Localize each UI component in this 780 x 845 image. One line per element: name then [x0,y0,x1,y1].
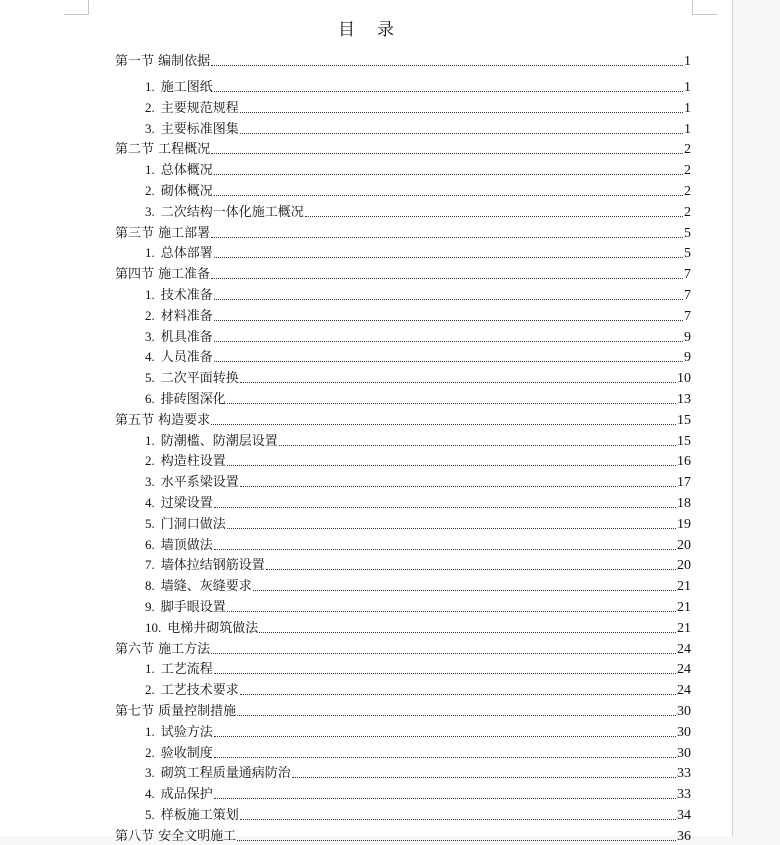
toc-subsection-entry[interactable] [145,450,691,470]
toc-entry-label [145,162,213,179]
toc-entry-label [145,79,213,96]
toc-dot-leader [214,361,683,362]
toc-entry-label [115,704,236,720]
toc-subsection-entry[interactable] [145,180,691,200]
toc-entry-number: 8. [145,578,155,594]
toc-page-number: 36 [677,828,691,844]
toc-entry-number: 9. [145,599,155,614]
toc-dot-leader [211,237,683,238]
toc-page-number: 7 [684,288,691,303]
toc-entry-label [145,786,213,803]
toc-dot-leader [211,65,683,66]
toc-entry-text: 验收制度 [160,745,213,761]
toc-dot-leader [240,382,676,383]
toc-dot-leader [211,424,676,425]
toc-entry-text: 技术准备 [160,288,213,303]
toc-dot-leader [214,798,676,799]
toc-entry-number: 4. [145,495,155,510]
toc-entry-number: 3. [145,765,155,781]
toc-page-number: 30 [677,724,691,740]
toc-entry-text: 砌体概况 [160,184,213,199]
toc-subsection-entry[interactable] [145,430,691,450]
toc-entry-text: 第七节 质量控制措施 [115,704,237,719]
toc-page-number: 18 [677,496,691,511]
toc-page-number: 16 [677,454,691,470]
toc-entry-text: 二次结构一体化施工概况 [160,204,304,220]
toc-entry-label [145,308,213,325]
toc-entry-text: 主要规范规程 [160,100,239,116]
toc-dot-leader [292,777,676,778]
toc-entry-label [145,807,239,824]
toc-entry-text: 墙体拉结钢筋设置 [160,558,265,574]
toc-entry-number: 3. [145,203,155,219]
toc-entry-number: 1. [145,162,155,178]
toc-subsection-entry[interactable] [145,534,691,554]
toc-page-number: 24 [677,683,691,699]
toc-dot-leader [214,195,683,196]
toc-page-number: 30 [677,745,691,761]
toc-dot-leader [240,133,683,134]
toc-entry-number: 2. [145,682,155,698]
toc-page-number: 33 [677,766,691,782]
toc-section-entry[interactable] [115,638,691,658]
toc-page-number: 33 [677,787,691,803]
toc-entry-label [145,183,213,200]
toc-page-number: 30 [677,704,691,719]
toc-page-number: 20 [677,558,691,574]
toc-subsection-entry[interactable] [145,346,691,366]
toc-entry-text: 过梁设置 [160,496,213,511]
toc-entry-label [145,121,239,138]
toc-subsection-entry[interactable] [145,617,691,637]
toc-entry-text: 水平系梁设置 [160,475,239,491]
toc-entry-number: 6. [145,536,155,552]
toc-subsection-entry[interactable] [145,305,691,325]
toc-entry-text: 人员准备 [160,350,213,366]
toc-entry-number: 1. [145,287,155,302]
toc-section-entry[interactable] [115,50,691,70]
toc-entry-number: 3. [145,328,155,344]
toc-entry-label [145,391,226,408]
toc-section-entry[interactable] [115,409,691,429]
toc-entry-number: 5. [145,515,155,531]
toc-entry-label [145,516,226,533]
toc-dot-leader [237,840,676,841]
toc-page-number: 2 [684,163,691,179]
toc-dot-leader [214,507,676,508]
toc-entry-text: 样板施工策划 [160,808,239,823]
toc-subsection-entry[interactable] [145,783,691,803]
toc-subsection-entry[interactable] [145,575,691,595]
toc-subsection-entry[interactable] [145,471,691,491]
toc-dot-leader [259,632,676,633]
toc-entry-text: 成品保护 [160,787,213,803]
toc-dot-leader [214,341,683,342]
toc-dot-leader [211,278,683,279]
toc-entry-label [145,453,226,470]
toc-entry-text: 第一节 编制依据 [115,54,211,69]
toc-entry-text: 第四节 施工准备 [115,267,211,283]
toc-entry-text: 第八节 安全文明施工 [115,828,237,844]
toc-subsection-entry[interactable] [145,658,691,678]
toc-subsection-entry[interactable] [145,97,691,117]
toc-dot-leader [227,611,676,612]
toc-entry-text: 材料准备 [160,308,213,324]
toc-entry-number: 1. [145,432,155,448]
toc-entry-text: 试验方法 [160,724,213,740]
toc-dot-leader [214,299,683,300]
toc-entry-label [145,287,213,304]
toc-entry-number: 4. [145,786,155,802]
toc-dot-leader [214,257,683,258]
toc-entry-label [145,370,239,387]
toc-section-entry[interactable] [115,825,691,845]
toc-subsection-entry[interactable] [145,367,691,387]
toc-subsection-entry[interactable] [145,679,691,699]
toc-dot-leader [214,549,676,550]
toc-page-number: 15 [677,433,691,449]
toc-entry-label [145,682,239,699]
toc-title: 目录 [338,20,416,40]
toc-page-number: 7 [684,308,691,324]
toc-entry-label [115,226,210,242]
margin-corner-mark-top-left [64,0,89,15]
toc-dot-leader [214,91,683,92]
toc-dot-leader [266,569,676,570]
toc-entry-text: 第六节 施工方法 [115,641,211,657]
toc-entry-number: 1. [145,661,155,677]
toc-subsection-entry[interactable] [145,492,691,512]
toc-entry-label [145,349,213,366]
toc-dot-leader [237,715,676,716]
toc-page-number: 15 [677,412,691,428]
toc-entry-number: 10. [145,619,162,635]
toc-entry-label [145,765,291,782]
toc-entry-label [145,620,258,637]
toc-subsection-entry[interactable] [145,326,691,346]
toc-section-entry[interactable] [115,138,691,158]
toc-dot-leader [214,320,683,321]
toc-page-number: 1 [684,54,691,69]
toc-dot-leader [240,112,683,113]
toc-dot-leader [211,153,683,154]
toc-section-entry[interactable] [115,222,691,242]
toc-entry-text: 第二节 工程概况 [115,142,211,158]
toc-page-number: 34 [677,808,691,823]
toc-entry-label [145,495,213,512]
toc-entry-number: 2. [145,744,155,760]
toc-entry-text: 主要标准图集 [160,121,239,137]
toc-entry-number: 3. [145,120,155,136]
toc-page-number: 10 [677,371,691,387]
toc-dot-leader [211,653,676,654]
margin-corner-mark-top-right [692,0,717,15]
toc-page-number: 24 [677,662,691,678]
toc-entry-number: 5. [145,370,155,386]
toc-subsection-entry[interactable] [145,76,691,96]
toc-subsection-entry[interactable] [145,554,691,574]
toc-page-number: 21 [677,579,691,595]
toc-entry-number: 2. [145,183,155,198]
toc-entry-number: 7. [145,557,155,573]
toc-entry-text: 机具准备 [160,329,213,345]
toc-entry-label [115,829,236,845]
toc-entry-label [145,557,265,574]
toc-entry-label [145,204,304,221]
toc-page-number: 2 [684,142,691,158]
toc-entry-label [145,245,213,262]
toc-entry-label [145,661,213,678]
toc-entry-number: 1. [145,723,155,739]
toc-dot-leader [279,445,676,446]
toc-subsection-entry[interactable] [145,762,691,782]
toc-entry-number: 4. [145,349,155,365]
toc-dot-leader [305,216,683,217]
toc-entry-label [145,745,213,762]
toc-dot-leader [227,465,676,466]
toc-entry-text: 总体概况 [160,163,213,179]
toc-entry-label [145,578,252,595]
toc-dot-leader [253,590,676,591]
toc-entry-number: 1. [145,245,155,261]
toc-page-number: 2 [684,184,691,199]
toc-subsection-entry[interactable] [145,284,691,304]
toc-dot-leader [214,736,676,737]
toc-entry-label [145,724,213,741]
toc-page-number: 7 [684,267,691,283]
toc-page-number: 13 [677,392,691,407]
toc-page-number: 2 [684,204,691,220]
toc-page-number: 17 [677,475,691,491]
toc-subsection-entry[interactable] [145,118,691,138]
toc-entry-number: 3. [145,474,155,490]
toc-entry-text: 脚手眼设置 [160,600,226,615]
toc-entry-text: 门洞口做法 [160,516,226,532]
toc-page-number: 9 [684,329,691,345]
toc-section-entry[interactable] [115,263,691,283]
toc-subsection-entry[interactable] [145,596,691,616]
toc-page-number: 1 [684,100,691,116]
toc-page-number: 20 [677,537,691,553]
toc-dot-leader [214,673,676,674]
toc-entry-text: 总体部署 [160,246,213,262]
toc-entry-number: 5. [145,807,155,822]
toc-entry-number: 6. [145,391,155,406]
toc-entry-number: 1. [145,79,155,94]
toc-dot-leader [240,486,676,487]
toc-page-number: 9 [684,350,691,366]
toc-entry-label [115,267,210,283]
toc-page-number: 21 [677,600,691,615]
toc-subsection-entry[interactable] [145,804,691,824]
toc-page-number: 19 [677,516,691,532]
toc-entry-label [145,329,213,346]
toc-entry-label [115,413,210,429]
toc-page-number: 24 [677,641,691,657]
toc-entry-text: 墙缝、灰缝要求 [160,579,252,595]
toc-subsection-entry[interactable] [145,742,691,762]
toc-entry-text: 施工图纸 [160,80,213,95]
toc-entry-text: 工艺技术要求 [160,683,239,699]
toc-subsection-entry[interactable] [145,721,691,741]
toc-subsection-entry[interactable] [145,159,691,179]
toc-dot-leader [227,403,676,404]
toc-entry-text: 工艺流程 [160,662,213,678]
toc-page-number: 21 [677,620,691,636]
toc-dot-leader [214,757,676,758]
toc-entry-label [115,54,210,70]
toc-entry-label [145,433,278,450]
toc-page-number: 5 [684,225,691,241]
toc-entry-text: 构造柱设置 [160,454,226,470]
toc-dot-leader [214,174,683,175]
toc-entry-text: 二次平面转换 [160,371,239,387]
toc-subsection-entry[interactable] [145,513,691,533]
toc-dot-leader [240,694,676,695]
toc-entry-number: 2. [145,99,155,115]
toc-dot-leader [240,819,676,820]
toc-dot-leader [227,528,676,529]
toc-entry-text: 电梯井砌筑做法 [167,620,259,636]
toc-entry-text: 墙顶做法 [160,537,213,553]
toc-page-number: 5 [684,246,691,262]
toc-entry-label [115,642,210,658]
toc-entry-text: 第五节 构造要求 [115,412,211,428]
toc-section-entry[interactable] [115,700,691,720]
toc-entry-text: 第三节 施工部署 [115,225,211,241]
toc-entry-label [115,142,210,158]
toc-entry-text: 防潮槛、防潮层设置 [160,433,278,449]
toc-entry-number: 2. [145,307,155,323]
toc-entry-text: 排砖图深化 [160,392,226,407]
toc-page-number: 1 [684,80,691,95]
toc-page-number: 1 [684,121,691,137]
toc-subsection-entry[interactable] [145,388,691,408]
toc-subsection-entry[interactable] [145,242,691,262]
toc-entry-number: 2. [145,453,155,469]
toc-entry-label [145,100,239,117]
toc-subsection-entry[interactable] [145,201,691,221]
toc-entry-label [145,599,226,616]
toc-entry-label [145,537,213,554]
toc-entry-label [145,474,239,491]
toc-entry-text: 砌筑工程质量通病防治 [160,766,291,782]
